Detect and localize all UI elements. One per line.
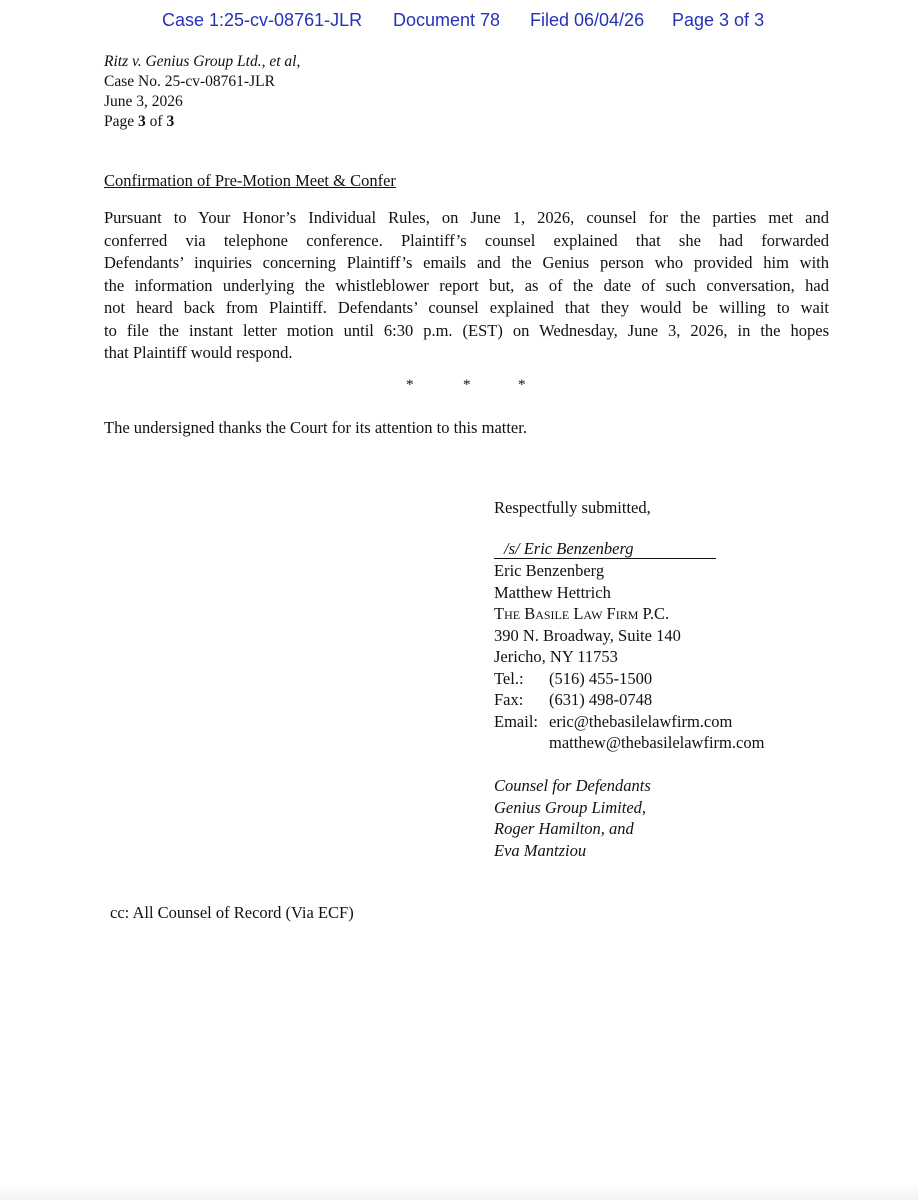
counsel-line: Eva Mantziou	[494, 840, 587, 860]
signature-line	[494, 539, 716, 559]
email-row	[494, 732, 764, 754]
body-paragraph	[104, 207, 829, 365]
email-address: matthew@thebasilelawfirm.com	[549, 733, 765, 752]
paragraph-line: not heard back from Plaintiff. Defendants’ counsel explained that they would be willing to wait	[104, 298, 829, 317]
sign-off: Respectfully submitted,	[494, 498, 651, 517]
page-of: of	[145, 113, 167, 130]
letter-date: June 3, 2026	[104, 93, 183, 110]
signature-block	[494, 560, 764, 754]
counsel-line: Genius Group Limited,	[494, 797, 647, 817]
counsel-line: Counsel for Defendants	[494, 776, 651, 795]
paragraph-line: Defendants’ inquiries concerning Plaintiff’s emails and the Genius person who provided him with	[104, 253, 829, 272]
email-row	[494, 711, 764, 733]
tel-number: (516) 455-1500	[549, 668, 653, 688]
closing-line: The undersigned thanks the Court for its attention to this matter.	[104, 418, 527, 437]
fax-row	[494, 689, 764, 711]
page-indicator	[104, 112, 300, 132]
page-edge-shadow	[0, 1185, 918, 1200]
page-prefix: Page	[104, 113, 139, 130]
page-number: 3	[138, 113, 146, 130]
email-label: Email:	[494, 711, 538, 731]
counsel-for-block	[494, 775, 651, 861]
telephone-row	[494, 668, 764, 690]
paragraph-line: conferred via telephone conference. Plaintiff’s counsel explained that she had forwarded	[104, 230, 829, 250]
e-signature: /s/ Eric Benzenberg	[504, 539, 634, 558]
tel-label: Tel.:	[494, 668, 524, 688]
address-line: 390 N. Broadway, Suite 140	[494, 625, 681, 645]
fax-label: Fax:	[494, 690, 524, 709]
attorney-name: Matthew Hettrich	[494, 582, 611, 602]
counsel-line: Roger Hamilton, and	[494, 819, 634, 838]
separator-star: *	[406, 377, 414, 393]
separator-star: *	[518, 377, 526, 393]
section-heading: Confirmation of Pre-Motion Meet & Confer	[104, 171, 396, 190]
attorney-name: Eric Benzenberg	[494, 561, 605, 580]
cc-line: cc: All Counsel of Record (Via ECF)	[110, 903, 354, 922]
paragraph-line: Pursuant to Your Honor’s Individual Rules, on June 1, 2026, counsel for the parties met and	[104, 208, 829, 227]
paragraph-line: to file the instant letter motion until 6:30 p.m. (EST) on Wednesday, June 3, 2026, in the hopes	[104, 320, 829, 340]
separator-star: *	[463, 377, 471, 393]
ecf-document-number: Document 78	[393, 10, 501, 30]
case-number: Case No. 25-cv-08761-JLR	[104, 73, 275, 90]
letter-caption	[104, 52, 300, 132]
ecf-case-number: Case 1:25-cv-08761-JLR	[162, 10, 363, 30]
paragraph-line: that Plaintiff would respond.	[104, 343, 293, 362]
law-firm-name: The Basile Law Firm P.C.	[494, 604, 670, 623]
ecf-page-count: Page 3 of 3	[672, 10, 765, 30]
paragraph-line: the information underlying the whistleblower report but, as of the date of such conversation, had	[104, 275, 829, 295]
email-address: eric@thebasilelawfirm.com	[549, 711, 733, 731]
ecf-filed-date: Filed 06/04/26	[530, 10, 645, 30]
address-line: Jericho, NY 11753	[494, 647, 618, 666]
case-name: Ritz v. Genius Group Ltd., et al,	[104, 53, 301, 70]
fax-number: (631) 498-0748	[549, 690, 653, 709]
page-total: 3	[166, 113, 175, 130]
